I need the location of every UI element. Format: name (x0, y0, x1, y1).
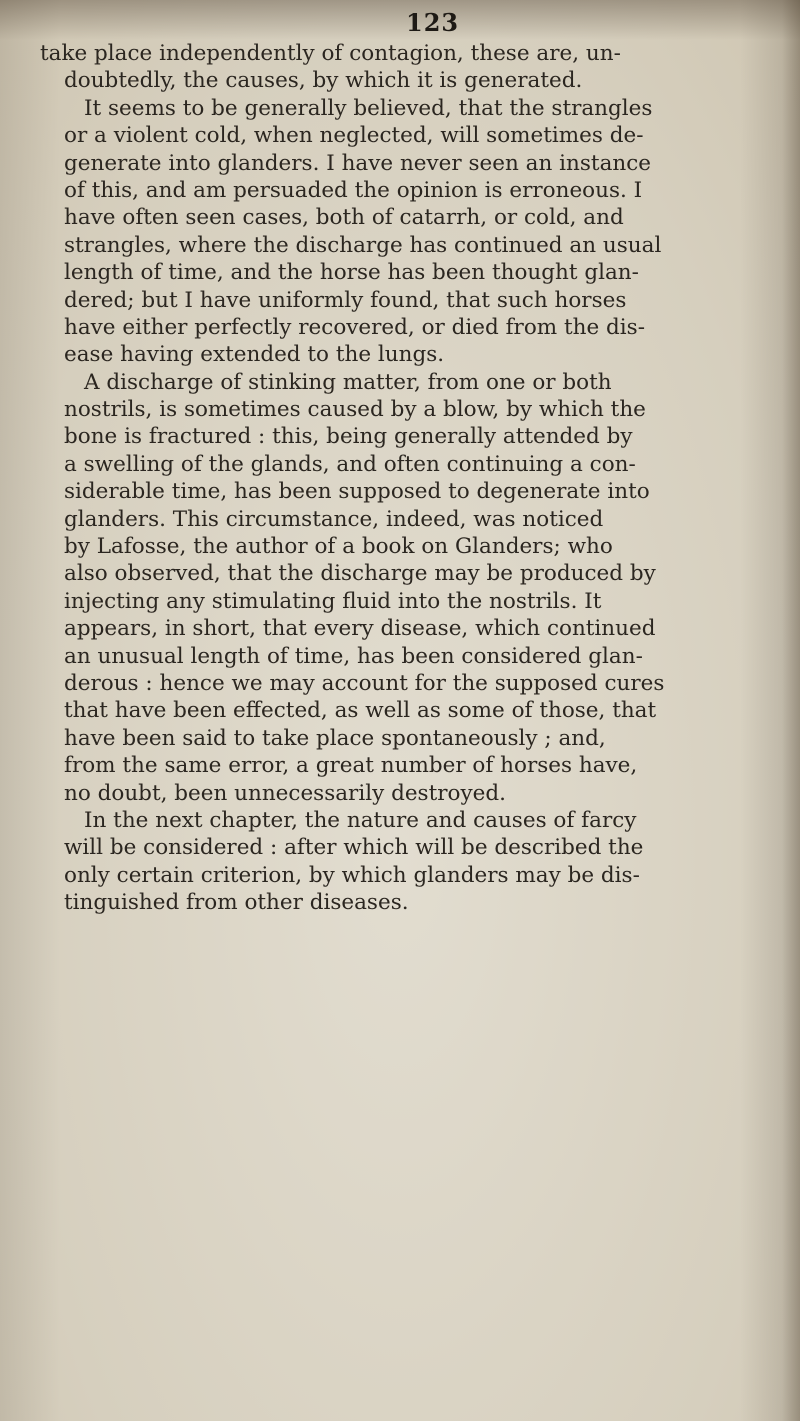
text-line: only certain criterion, by which glanders may be dis- (64, 862, 640, 888)
text-line: length of time, and the horse has been thought glan- (64, 260, 639, 286)
text-line: have often seen cases, both of catarrh, or cold, and (64, 205, 624, 231)
text-line: have either perfectly recovered, or died from the dis- (64, 314, 645, 340)
text-line: nostrils, is sometimes caused by a blow, by which the (64, 397, 646, 423)
text-line: bone is fractured : this, being generally attended by (64, 424, 633, 450)
page-edge-shadow (782, 0, 800, 1421)
text-line: tinguished from other diseases. (64, 890, 409, 916)
text-line: an unusual length of time, has been considered glan- (64, 643, 643, 669)
text-line: injecting any stimulating fluid into the nostrils. It (64, 588, 602, 614)
text-line: by Lafosse, the author of a book on Glanders; who (64, 534, 613, 560)
body-text (36, 40, 776, 917)
text-line: siderable time, has been supposed to degenerate into (64, 479, 650, 505)
text-line: strangles, where the discharge has continued an usual (64, 232, 662, 258)
text-line: a swelling of the glands, and often continuing a con- (64, 451, 636, 477)
text-line: will be considered : after which will be described the (64, 835, 644, 861)
paragraph-start-line: A discharge of stinking matter, from one or both (84, 369, 612, 395)
text-line: derous : hence we may account for the supposed cures (64, 670, 665, 696)
paragraph-start-line: It seems to be generally believed, that the strangles (84, 95, 653, 121)
text-line: take place independently of contagion, these are, un- (40, 41, 621, 66)
text-line: glanders. This circumstance, indeed, was noticed (64, 506, 604, 532)
page-number: 123 (406, 8, 460, 37)
text-line: have been said to take place spontaneously ; and, (64, 725, 606, 751)
text-line: ease having extended to the lungs. (64, 342, 445, 368)
text-line: appears, in short, that every disease, which continued (64, 616, 656, 642)
text-line: from the same error, a great number of horses have, (64, 753, 638, 779)
text-line: doubtedly, the causes, by which it is generated. (64, 68, 583, 94)
text-line: generate into glanders. I have never seen an instance (64, 150, 651, 176)
paragraph-start-line: In the next chapter, the nature and causes of farcy (84, 807, 637, 833)
text-line: of this, and am persuaded the opinion is erroneous. I (64, 177, 643, 203)
text-line: or a violent cold, when neglected, will sometimes de- (64, 123, 644, 149)
text-line: also observed, that the discharge may be produced by (64, 561, 656, 587)
text-line: dered; but I have uniformly found, that such horses (64, 287, 627, 313)
text-line: that have been effected, as well as some of those, that (64, 698, 657, 724)
text-line: no doubt, been unnecessarily destroyed. (64, 780, 506, 806)
